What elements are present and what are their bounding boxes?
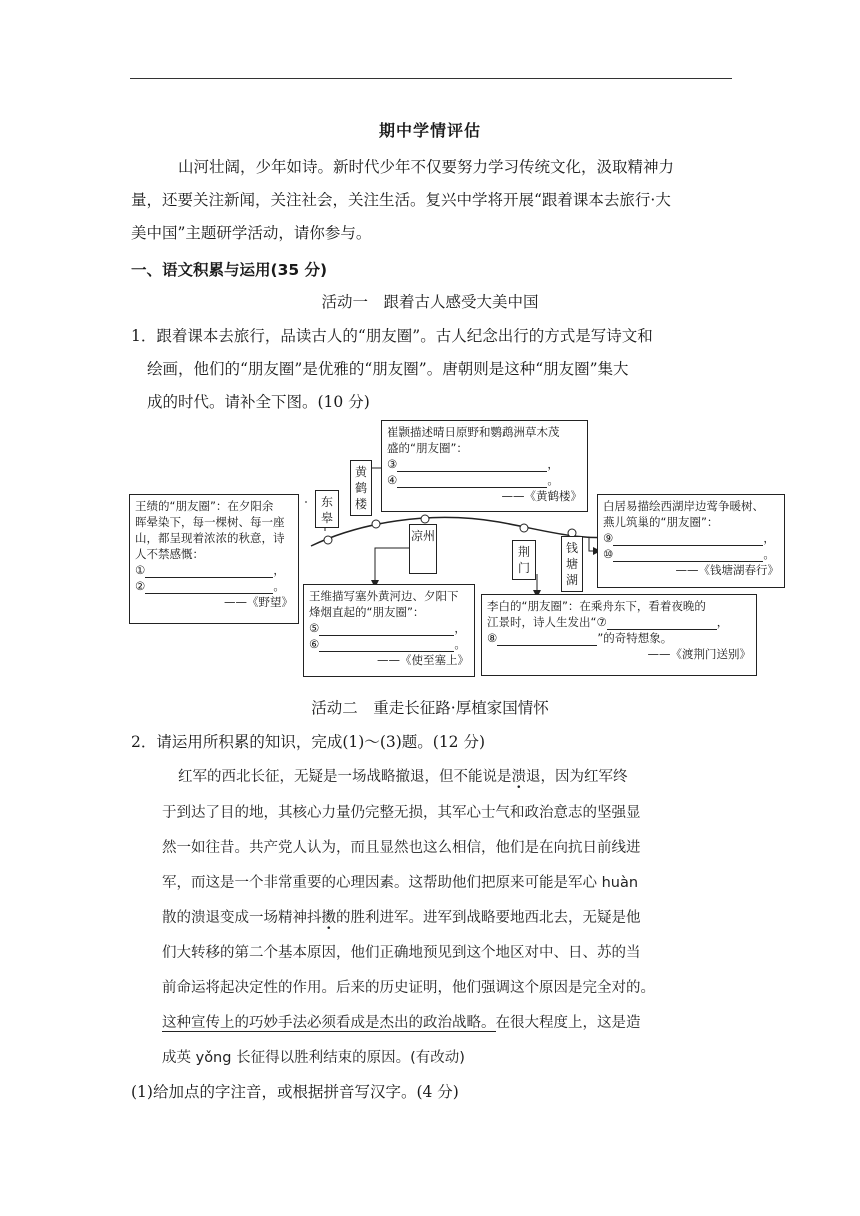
q2-sub-1: (1)给加点的字注音，或根据拼音写汉字。(4 分) [131, 1083, 459, 1101]
label-liangzhou: 凉州 [409, 524, 437, 574]
answer-blank-6[interactable] [319, 639, 454, 652]
marker-4: ④ [387, 473, 398, 487]
yewang-desc-2: 晖晕染下，每一棵树、每一座 [135, 515, 285, 529]
huanghelou-punct-2: 。 [547, 473, 559, 487]
huanghelou-desc-2: 盛的“朋友圈”： [387, 441, 468, 455]
qiantang-desc-1: 白居易描绘西湖岸边莺争暖树、 [603, 499, 764, 513]
box-qiantang [597, 494, 785, 588]
answer-10-row [603, 546, 779, 562]
answer-2-row [135, 578, 293, 594]
stop-huanghelou [372, 520, 380, 528]
huanghelou-punct-1: ， [547, 457, 559, 471]
answer-4-row [387, 472, 582, 488]
box-jingmen [481, 594, 757, 676]
label-jingmen: 荆门 [512, 540, 536, 580]
yewang-source: ——《野望》 [224, 595, 293, 609]
qiantang-punct-1: ， [763, 531, 775, 545]
answer-6-row [309, 636, 469, 652]
yewang-desc-1: 王绩的“朋友圈”：在夕阳余 [135, 499, 274, 513]
answer-1-row [135, 562, 293, 578]
jingmen-punct-1: ， [716, 615, 729, 629]
yewang-desc-3: 山，都呈现着浓浓的秋意，诗 [135, 531, 285, 545]
box-saishang [303, 584, 475, 677]
passage-5a: 散的溃退变成一场精神抖 [162, 910, 322, 926]
answer-blank-10[interactable] [613, 549, 763, 562]
dotted-char-sou: 擞 [321, 910, 336, 926]
qiantang-punct-2: 。 [763, 547, 775, 561]
box-yewang [129, 494, 299, 624]
jingmen-desc-1: 李白的“朋友圈”：在乘舟东下，看着夜晚的 [487, 599, 706, 613]
answer-blank-5[interactable] [319, 623, 454, 636]
answer-blank-4[interactable] [397, 475, 547, 488]
marker-1: ① [135, 563, 146, 577]
box-huanghelou [381, 420, 588, 512]
answer-blank-3[interactable] [397, 459, 547, 472]
saishang-desc-1: 王维描写塞外黄河边、夕阳下 [309, 589, 459, 603]
marker-5: ⑤ [309, 621, 320, 635]
marker-8: ⑧ [487, 631, 498, 645]
intro-line-2: 量，还要关注新闻，关注社会，关注生活。复兴中学将开展“跟着课本去旅行·大 [131, 191, 671, 209]
answer-blank-9[interactable] [613, 533, 763, 546]
stop-liangzhou [421, 515, 429, 523]
marker-10: ⑩ [603, 547, 614, 561]
answer-9-row [603, 530, 779, 546]
header-rule [130, 78, 732, 79]
q1-line-2: 绘画，他们的“朋友圈”是优雅的“朋友圈”。唐朝则是这种“朋友圈”集大 [147, 360, 629, 378]
answer-blank-1[interactable] [145, 565, 273, 578]
saishang-punct-1: ， [454, 621, 466, 635]
marker-3: ③ [387, 457, 398, 471]
saishang-source: ——《使至塞上》 [377, 653, 469, 667]
passage-1b: 退，因为红军终 [526, 769, 628, 785]
marker-9: ⑨ [603, 531, 614, 545]
passage-line-7: 前命运将起决定性的作用。后来的历史证明，他们强调这个原因是完全对的。 [162, 980, 655, 996]
label-qiantanghu: 钱塘湖 [561, 536, 583, 592]
label-dongao: 东皋 [315, 490, 339, 528]
huanghelou-source: ——《黄鹤楼》 [501, 489, 582, 503]
passage-line-3: 然一如往昔。共产党人认为，而且显然也这么相信，他们是在向抗日前线进 [162, 840, 641, 856]
qiantang-source: ——《钱塘湖春行》 [675, 563, 779, 577]
answer-blank-2[interactable] [145, 581, 273, 594]
yewang-desc-4: 人不禁感慨： [135, 547, 204, 561]
passage-1a: 红军的西北长征，无疑是一场战略撤退，但不能说是 [178, 769, 512, 785]
passage-line-6: 们大转移的第二个基本原因，他们正确地预见到这个地区对中、日、苏的当 [162, 945, 641, 961]
jingmen-desc-2: 江景时，诗人生发出“⑦ [487, 615, 607, 629]
stop-dongao [324, 536, 332, 544]
activity-1-heading: 活动一 跟着古人感受大美中国 [321, 293, 539, 311]
page-title: 期中学情评估 [378, 121, 481, 140]
answer-blank-7[interactable] [607, 617, 717, 630]
label-huanghelou: 黄鹤楼 [350, 460, 372, 516]
intro-line-3: 美中国”主题研学活动，请你参与。 [131, 224, 372, 242]
qiantang-desc-2: 燕儿筑巢的“朋友圈”： [603, 515, 719, 529]
answer-3-row [387, 456, 582, 472]
saishang-desc-2: 烽烟直起的“朋友圈”： [309, 605, 425, 619]
yewang-punct-1: ， [273, 563, 285, 577]
travel-map-diagram [129, 418, 785, 680]
activity-2-heading: 活动二 重走长征路·厚植家国情怀 [311, 699, 549, 717]
underlined-sentence: 这种宣传上的巧妙手法必须看成是杰出的政治战略。 [162, 1015, 496, 1031]
q1-line-3: 成的时代。请补全下图。(10 分) [147, 393, 370, 411]
marker-2: ② [135, 579, 146, 593]
huanghelou-desc-1: 崔颢描述晴日原野和鹦鹉洲草木茂 [387, 425, 560, 439]
saishang-punct-2: 。 [454, 637, 466, 651]
answer-7-row [487, 614, 751, 630]
passage-8b: 在很大程度上，这是造 [495, 1015, 641, 1031]
section-heading: 一、语文积累与运用(35 分) [131, 261, 328, 279]
jingmen-desc-3: ”的奇特想象。 [597, 631, 673, 645]
answer-blank-8[interactable] [497, 633, 597, 646]
passage-line-8 [162, 1011, 641, 1032]
passage-line-2: 于到达了目的地，其核心力量仍完整无损，其军心士气和政治意志的坚强显 [162, 805, 641, 821]
answer-5-row [309, 620, 469, 636]
passage-line-9: 成英 yǒng 长征得以胜利结束的原因。(有改动) [162, 1050, 465, 1066]
jingmen-source: ——《渡荆门送别》 [647, 647, 751, 661]
marker-6: ⑥ [309, 637, 320, 651]
q2-stem: 2．请运用所积累的知识，完成(1)～(3)题。(12 分) [131, 733, 486, 751]
passage-5b: 的胜利进军。进军到战略要地西北去，无疑是他 [336, 910, 641, 926]
passage-line-1 [178, 765, 628, 786]
q1-line-1: 1．跟着课本去旅行，品读古人的“朋友圈”。古人纪念出行的方式是写诗文和 [131, 327, 653, 345]
passage-line-5 [162, 906, 641, 927]
answer-8-row [487, 630, 751, 646]
intro-line-1: 山河壮阔，少年如诗。新时代少年不仅要努力学习传统文化，汲取精神力 [178, 158, 675, 176]
dotted-char-kui: 溃 [511, 769, 526, 785]
stop-jingmen [520, 524, 528, 532]
passage-line-4: 军，而这是一个非常重要的心理因素。这帮助他们把原来可能是军心 huàn [162, 875, 639, 891]
yewang-punct-2: 。 [273, 579, 285, 593]
